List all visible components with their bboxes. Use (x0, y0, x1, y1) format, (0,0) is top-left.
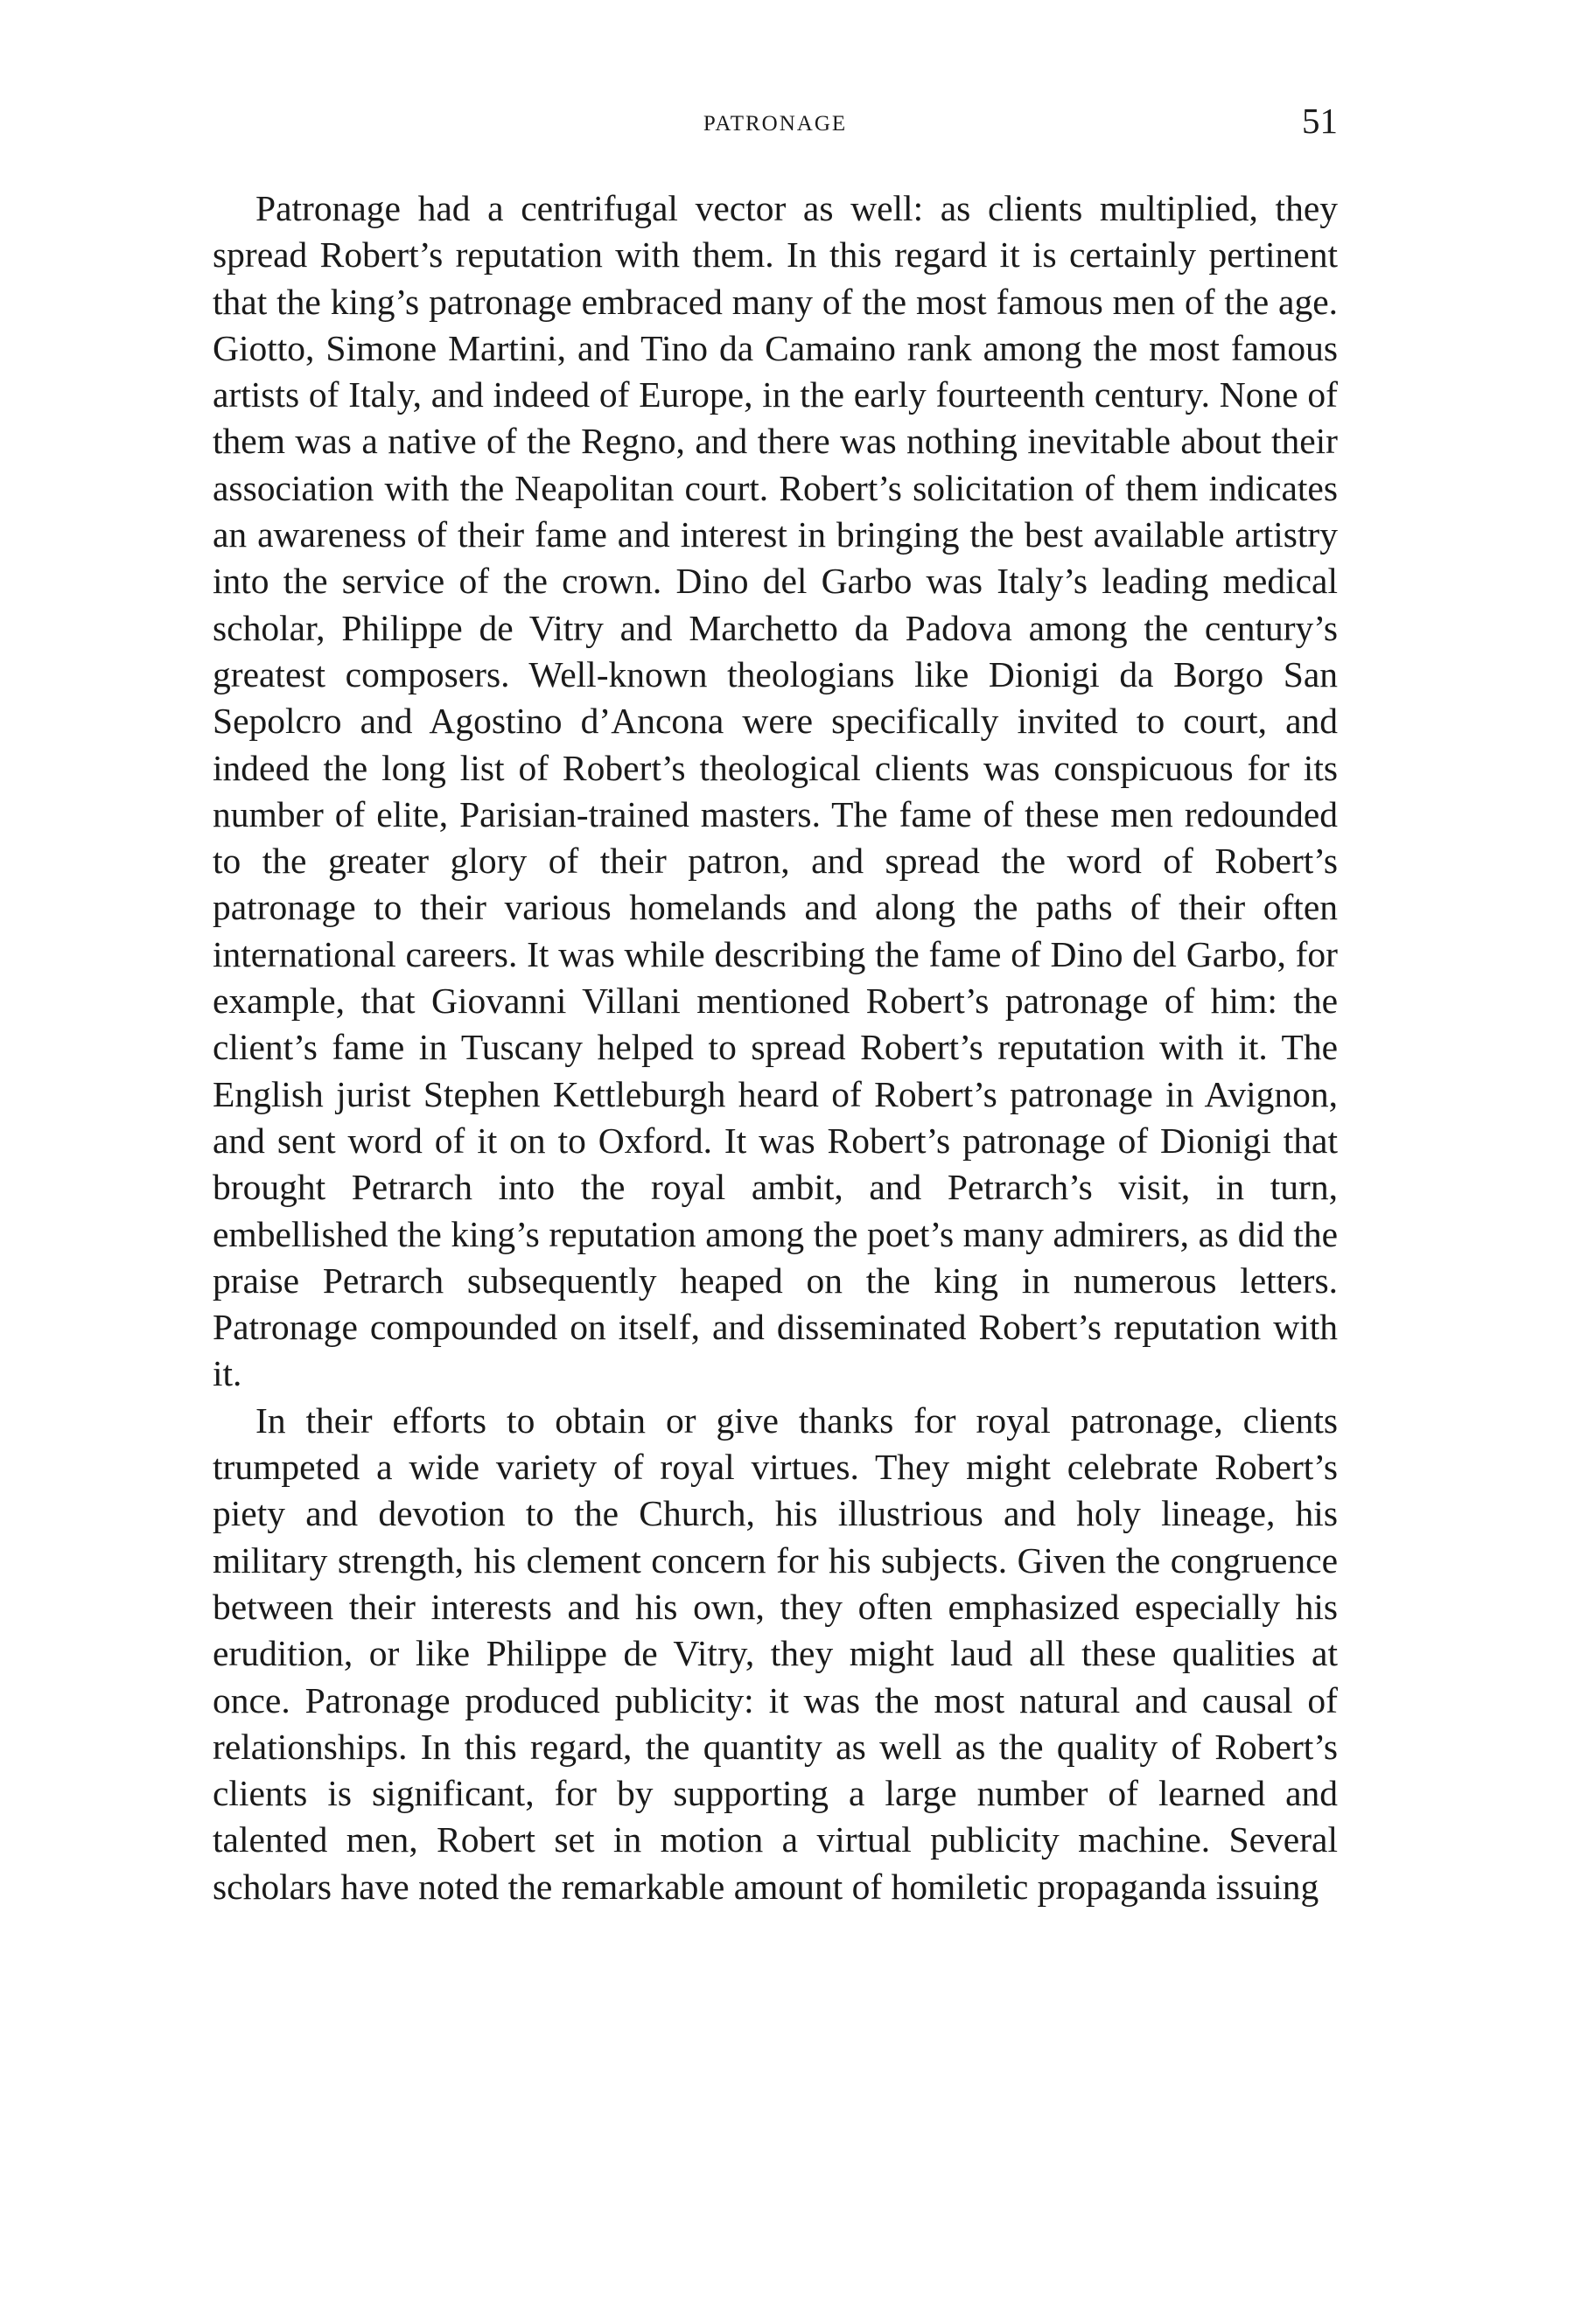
paragraph-2: In their efforts to obtain or give thanks for royal patronage, clients trumpeted a wide variety of royal virtues. They might celebrate Robert’s piety and devotion to the Church, his illustrious and holy lineage, his military strength, his clement concern for his subjects. Given the congruence between their interests and his own, they often emphasized especially his erudition, or like Philippe de Vitry, they might laud all these qualities at once. Patronage produced publicity: it was the most natural and causal of relationships. In this regard, the quantity as well as the quality of Robert’s clients is significant, for by supporting a large number of learned and talented men, Robert set in motion a virtual publicity machine. Several scholars have noted the remarkable amount of homiletic propaganda issuing (213, 1399, 1338, 1907)
body-text (213, 185, 1338, 1910)
running-title: PATRONAGE (703, 112, 848, 136)
running-head (213, 94, 1338, 147)
page-number: 51 (1302, 101, 1338, 141)
book-page (213, 0, 1338, 2324)
paragraph-1: Patronage had a centrifugal vector as well: as clients multiplied, they spread Robert’s reputation with them. In this regard it is certainly pertinent that the king’s patronage embraced many of the most famous men of the age. Giotto, Simone Martini, and Tino da Camaino rank among the most famous artists of Italy, and indeed of Europe, in the early fourteenth century. None of them was a native of the Regno, and there was nothing inevitable about their association with the Neapolitan court. Robert’s solicitation of them indicates an awareness of their fame and interest in bringing the best available artistry into the service of the crown. Dino del Garbo was Italy’s leading medical scholar, Philippe de Vitry and Marchetto da Padova among the century’s greatest composers. Well-known theologians like Dionigi da Borgo San Sepolcro and Agostino d’Ancona were specifically invited to court, and indeed the long list of Robert’s theological clients was conspicuous for its number of elite, Parisian-trained masters. The fame of these men redounded to the greater glory of their patron, and spread the word of Robert’s patronage to their various homelands and along the paths of their often international careers. It was while describing the fame of Dino del Garbo, for example, that Giovanni Villani mentioned Robert’s patronage of him: the client’s fame in Tuscany helped to spread Robert’s reputation with it. The English jurist Stephen Kettleburgh heard of Robert’s patronage in Avignon, and sent word of it on to Oxford. It was Robert’s patronage of Dionigi that brought Petrarch into the royal ambit, and Petrarch’s visit, in turn, embellished the king’s reputation among the poet’s many admirers, as did the praise Petrarch subsequently heaped on the king in numerous letters. Patronage compounded on itself, and disseminated Robert’s reputation with it. (213, 188, 1338, 1394)
